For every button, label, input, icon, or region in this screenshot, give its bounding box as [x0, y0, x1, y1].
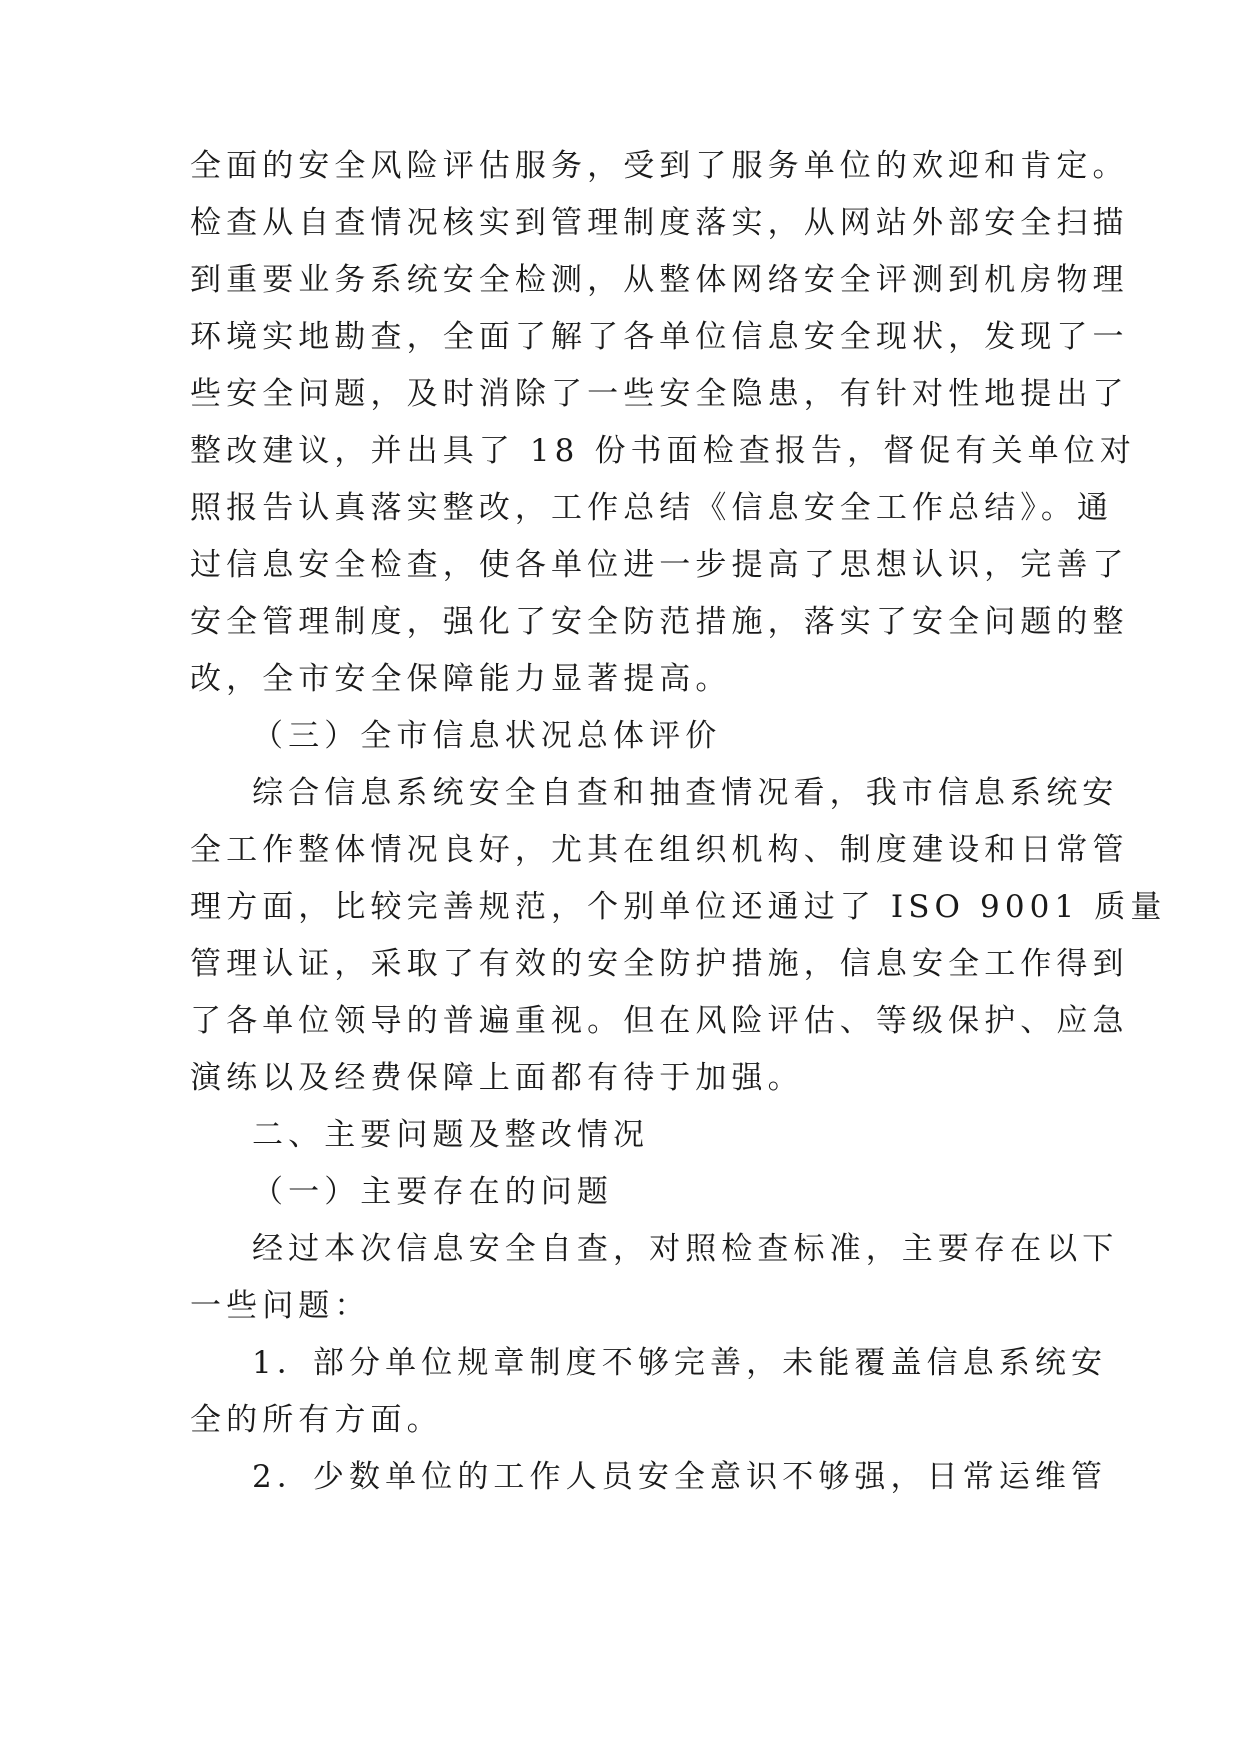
- body-line: 演练以及经费保障上面都有待于加强。: [190, 1060, 804, 1096]
- body-line: 过信息安全检查，使各单位进一步提高了思想认识，完善了: [190, 547, 1129, 583]
- body-line: 理方面，比较完善规范，个别单位还通过了 ISO 9001 质量: [190, 889, 1167, 925]
- subsection-heading-1: （一）主要存在的问题: [252, 1174, 613, 1210]
- body-line: 改，全市安全保障能力显著提高。: [190, 661, 732, 697]
- body-line: 全的所有方面。: [190, 1402, 443, 1438]
- list-item-2: 2．少数单位的工作人员安全意识不够强，日常运维管: [252, 1459, 1108, 1495]
- body-line: 环境实地勘查，全面了解了各单位信息安全现状，发现了一: [190, 319, 1129, 355]
- list-item-1: 1．部分单位规章制度不够完善，未能覆盖信息系统安: [252, 1345, 1108, 1381]
- paragraph-start: 经过本次信息安全自查，对照检查标准，主要存在以下: [252, 1231, 1119, 1267]
- paragraph-start: 综合信息系统安全自查和抽查情况看，我市信息系统安: [252, 775, 1119, 811]
- body-line: 照报告认真落实整改，工作总结《信息安全工作总结》。通: [190, 490, 1114, 526]
- body-line: 些安全问题，及时消除了一些安全隐患，有针对性地提出了: [190, 376, 1129, 412]
- body-line: 全面的安全风险评估服务，受到了服务单位的欢迎和肯定。: [190, 148, 1129, 184]
- body-line: 一些问题：: [190, 1288, 371, 1324]
- body-line: 了各单位领导的普遍重视。但在风险评估、等级保护、应急: [190, 1003, 1129, 1039]
- body-line: 整改建议，并出具了 18 份书面检查报告，督促有关单位对: [190, 433, 1136, 469]
- body-line: 安全管理制度，强化了安全防范措施，落实了安全问题的整: [190, 604, 1129, 640]
- section-heading-3: （三）全市信息状况总体评价: [252, 718, 722, 754]
- section-heading-2: 二、主要问题及整改情况: [252, 1117, 650, 1153]
- body-line: 管理认证，采取了有效的安全防护措施，信息安全工作得到: [190, 946, 1129, 982]
- body-line: 检查从自查情况核实到管理制度落实，从网站外部安全扫描: [190, 205, 1129, 241]
- body-line: 到重要业务系统安全检测，从整体网络安全评测到机房物理: [190, 262, 1129, 298]
- body-line: 全工作整体情况良好，尤其在组织机构、制度建设和日常管: [190, 832, 1129, 868]
